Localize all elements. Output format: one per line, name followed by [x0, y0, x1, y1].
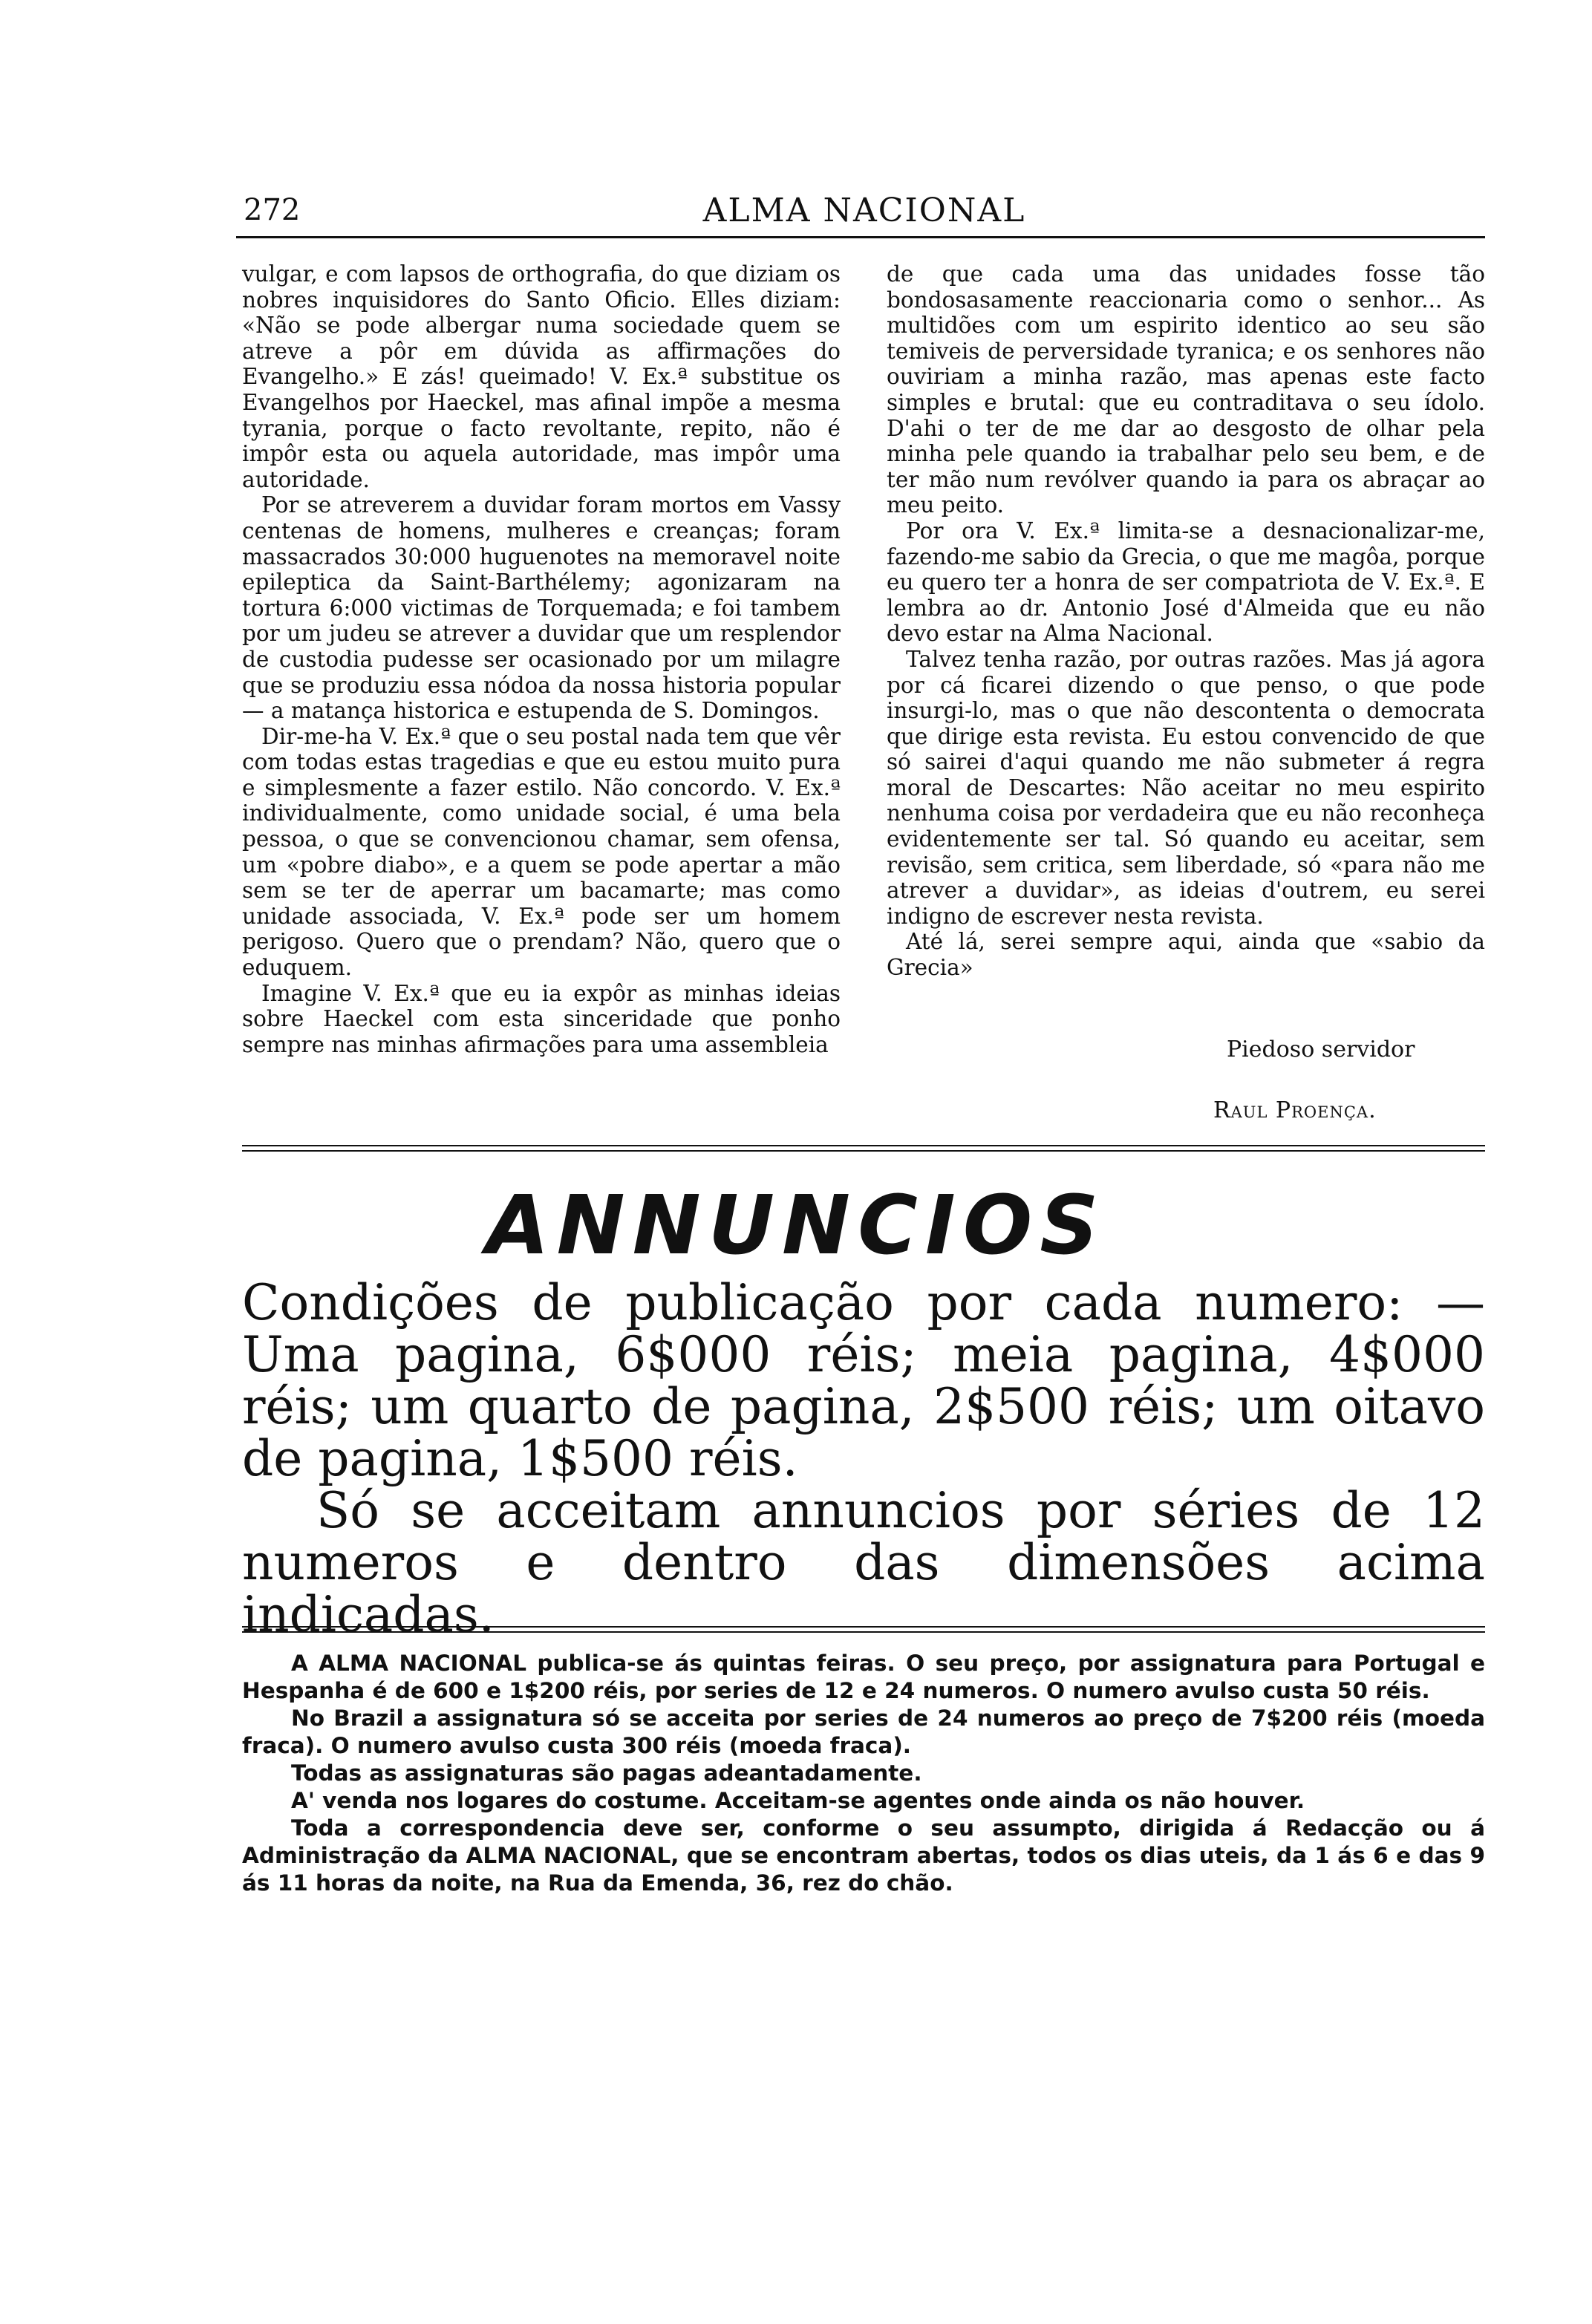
page-header — [244, 184, 1485, 236]
page-number: 272 — [244, 193, 301, 227]
section-divider — [242, 1626, 1485, 1633]
article-left-column — [242, 261, 841, 1057]
letter-closing: Piedoso servidor — [1227, 1037, 1415, 1063]
info-paragraph: No Brazil a assignatura só se acceita por series de 24 numeros ao preço de 7$200 réis (moeda fraca). O numero avulso custa 300 réis (moeda fraca). — [242, 1706, 1485, 1758]
info-paragraph: A ALMA NACIONAL publica-se ás quintas feiras. O seu preço, por assignatura para Portugal e Hespanha é de 600 e 1$200 réis, por series de 12 e 24 numeros. O numero avulso custa 50 réis. — [242, 1651, 1485, 1703]
article-paragraph: Por ora V. Ex.ª limita-se a desnacionalizar-me, fazendo-me sabio da Grecia, o que me magôa, porque eu quero ter a honra de ser compatriota de V. Ex.ª. E lembra ao dr. Antonio José d'Almeida que eu não devo estar na Alma Nacional. — [887, 518, 1485, 647]
ads-conditions — [242, 1274, 1485, 1643]
article-paragraph: vulgar, e com lapsos de orthografia, do que diziam os nobres inquisidores do Santo Oficio. Elles diziam: «Não se pode albergar numa sociedade quem se atreve a pôr em dúvida as affirmações do Evangelho.» E zás! queimado! V. Ex.ª substitue os Evangelhos por Haeckel, mas afinal impõe a mesma tyrania, porque o facto revoltante, repito, não é impôr esta ou aquela autoridade, mas impôr uma autoridade. — [242, 261, 841, 492]
article-paragraph: Até lá, serei sempre aqui, ainda que «sabio da Grecia» — [887, 929, 1485, 981]
ads-paragraph: Condições de publicação por cada numero: —Uma pagina, 6$000 réis; meia pagina, 4$000 réis; um quarto de pagina, 2$500 réis; um oitavo de pagina, 1$500 réis. — [242, 1274, 1485, 1487]
article-paragraph: de que cada uma das unidades fosse tão bondosasamente reaccionaria como o senhor... As multidões com um espirito identico ao seu são temiveis de perversidade tyranica; e os senhores não ouviriam a minha razão, mas apenas este facto simples e brutal: que eu contraditava o seu ídolo. D'ahi o ter de me dar ao desgosto de olhar pela minha pele quando ia trabalhar pelo seu bem, e de ter mão num revólver quando ia para os abraçar ao meu peito. — [887, 261, 1485, 518]
article-right-column — [887, 261, 1485, 981]
info-paragraph: Todas as assignaturas são pagas adeantadamente. — [291, 1760, 922, 1786]
ads-heading: ANNUNCIOS — [486, 1178, 1106, 1273]
info-paragraph: Toda a correspondencia deve ser, conforme o seu assumpto, dirigida á Redacção ou á Administração da ALMA NACIONAL, que se encontram abertas, todos os dias uteis, da 1 ás 6 e das 9 ás 11 horas da noite, na Rua da Emenda, 36, rez do chão. — [242, 1815, 1485, 1896]
subscription-info — [242, 1650, 1485, 1897]
journal-title: ALMA NACIONAL — [702, 192, 1026, 229]
article-paragraph: Imagine V. Ex.ª que eu ia expôr as minhas ideias sobre Haeckel com esta sinceridade que ponho sempre nas minhas afirmações para uma assembleia — [242, 980, 841, 1057]
author-signature: Raul Proença. — [1213, 1097, 1377, 1123]
article-paragraph: Dir-me-ha V. Ex.ª que o seu postal nada tem que vêr com todas estas tragedias e que eu estou muito pura e simplesmente a fazer estilo. Não concordo. V. Ex.ª individualmente, como unidade social, é uma bela pessoa, o que se convencionou chamar, sem ofensa, um «pobre diabo», e a quem se pode apertar a mão sem se ter de aperrar um bacamarte; mas como unidade associada, V. Ex.ª pode ser um homem perigoso. Quero que o prendam? Não, quero que o eduquem. — [242, 723, 841, 981]
info-paragraph: A' venda nos logares do costume. Acceitam-se agentes onde ainda os não houver. — [291, 1788, 1305, 1813]
ads-paragraph: Só se acceitam annuncios por séries de 12 numeros e dentro das dimensões acima indicadas. — [242, 1482, 1485, 1643]
section-divider — [242, 1145, 1485, 1152]
header-rule — [236, 236, 1485, 238]
article-paragraph: Talvez tenha razão, por outras razões. Mas já agora por cá ficarei dizendo o que penso, o que pode insurgi-lo, mas o que não descontenta o democrata que dirige esta revista. Eu estou convencido de que só sairei d'aqui quando me não submeter á regra moral de Descartes: Não aceitar no meu espirito nenhuma coisa por verdadeira que eu não reconheça evidentemente ser tal. Só quando eu aceitar, sem revisão, sem critica, sem liberdade, só «para não me atrever a duvidar», as ideias d'outrem, eu serei indigno de escrever nesta revista. — [887, 646, 1485, 929]
article-paragraph: Por se atreverem a duvidar foram mortos em Vassy centenas de homens, mulheres e creanças; foram massacrados 30:000 huguenotes na memoravel noite epileptica da Saint-Barthélemy; agonizaram na tortura 6:000 victimas de Torquemada; e foi tambem por um judeu se atrever a duvidar que um resplendor de custodia pudesse ser ocasionado por um milagre que se produziu essa nódoa da nossa historia popular — a matança historica e estupenda de S. Domingos. — [242, 492, 841, 724]
